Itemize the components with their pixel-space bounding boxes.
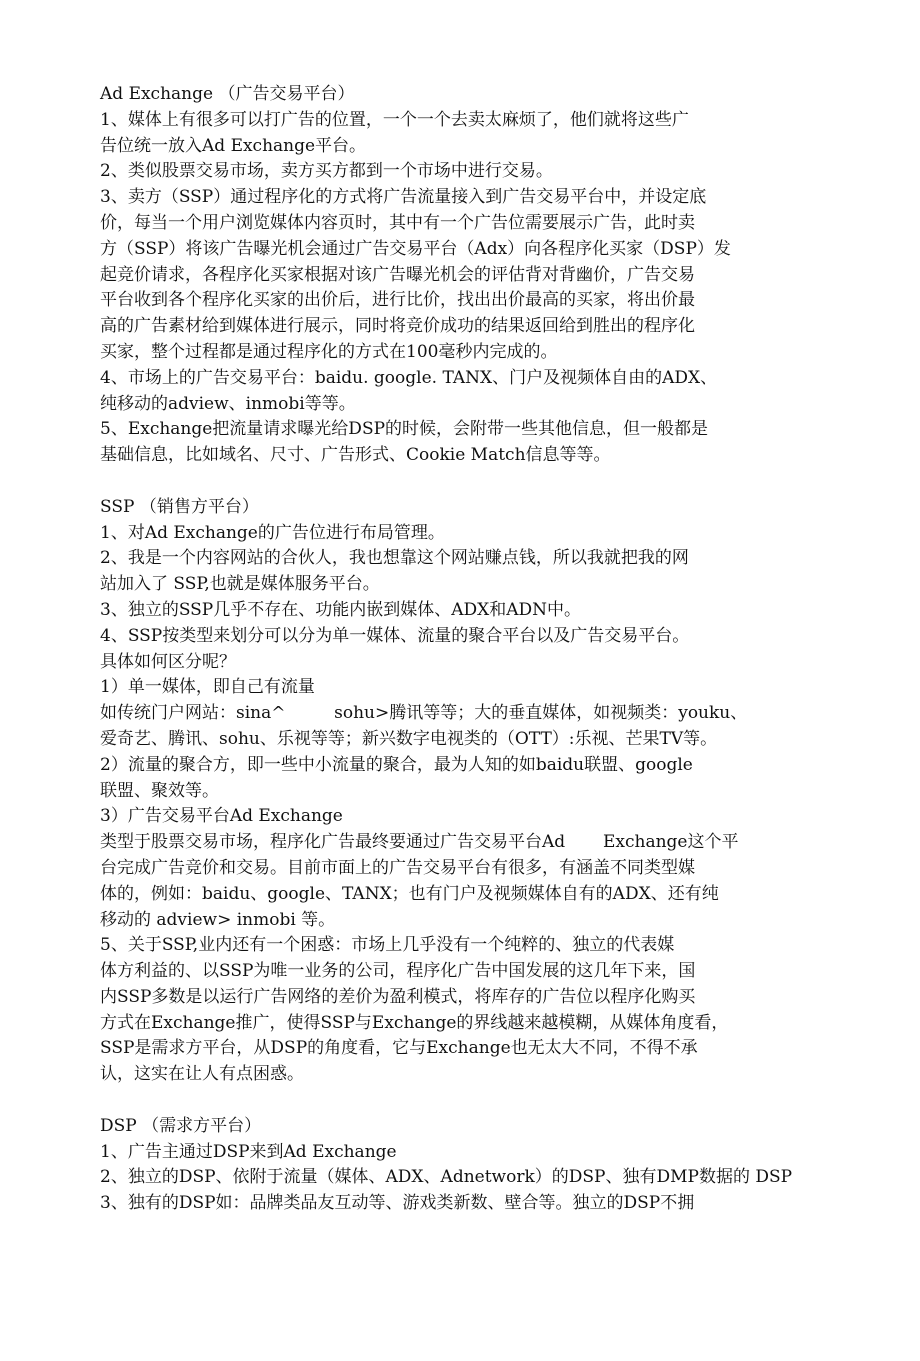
text-line: 2）流量的聚合方，即一些中小流量的聚合，最为人知的如baidu联盟、google	[100, 754, 693, 775]
text-line: 纯移动的adview、inmobi等等。	[100, 393, 356, 414]
text-line: 平台收到各个程序化买家的出价后，进行比价，找出出价最高的买家，将出价最	[100, 290, 695, 311]
section-heading: Ad Exchange （广告交易平台）	[100, 84, 355, 104]
text-line: 3、卖方（SSP）通过程序化的方式将广告流量接入到广告交易平台中，并设定底	[100, 187, 707, 208]
section-gap	[100, 469, 820, 495]
text-line: 4、SSP按类型来划分可以分为单一媒体、流量的聚合平台以及广告交易平台。	[100, 625, 690, 646]
text-line: 1、对Ad Exchange的广告位进行布局管理。	[100, 522, 445, 543]
text-line: 1）单一媒体，即自己有流量	[100, 677, 315, 698]
section-gap	[100, 1088, 820, 1114]
text-line: 2、类似股票交易市场，卖方买方都到一个市场中进行交易。	[100, 161, 553, 182]
text-line: 站加入了 SSP,也就是媒体服务平台。	[100, 574, 380, 595]
text-line: 3、独立的SSP几乎不存在、功能内嵌到媒体、ADX和ADN中。	[100, 599, 582, 620]
text-line: 2、我是一个内容网站的合伙人，我也想靠这个网站赚点钱，所以我就把我的网	[100, 548, 689, 569]
document-body	[100, 82, 820, 1217]
text-line: 如传统门户网站：sina^ sohu>腾讯等等；大的垂直媒体，如视频类：youku、	[100, 703, 748, 724]
text-line: 具体如何区分呢？	[100, 651, 236, 672]
text-line: 5、关于SSP,业内还有一个困惑：市场上几乎没有一个纯粹的、独立的代表媒	[100, 935, 675, 956]
text-line: 台完成广告竞价和交易。目前市面上的广告交易平台有很多，有涵盖不同类型媒	[100, 857, 695, 878]
text-line: SSP是需求方平台，从DSP的角度看，它与Exchange也无太大不同，不得不承	[100, 1038, 698, 1059]
text-line: 起竞价请求，各程序化买家根据对该广告曝光机会的评估背对背幽价，广告交易	[100, 264, 695, 285]
text-line: 爱奇艺、腾讯、sohu、乐视等等；新兴数字电视类的（OTT）:乐视、芒果TV等。	[100, 728, 718, 749]
text-line: 体方利益的、以SSP为唯一业务的公司，程序化广告中国发展的这几年下来，国	[100, 961, 696, 982]
section-heading: DSP （需求方平台）	[100, 1115, 262, 1136]
text-line: 买家，整个过程都是通过程序化的方式在100毫秒内完成的。	[100, 341, 558, 362]
text-line: 5、Exchange把流量请求曝光给DSP的时候，会附带一些其他信息，但一般都是	[100, 419, 709, 440]
text-line: 2、独立的DSP、依附于流量（媒体、ADX、Adnetwork）的DSP、独有DMP数据的 DSP	[100, 1167, 793, 1188]
dsp-section	[100, 1114, 820, 1217]
text-line: 1、广告主通过DSP来到Ad Exchange	[100, 1141, 397, 1162]
ad-exchange-section	[100, 82, 820, 469]
text-line: 方式在Exchange推广，使得SSP与Exchange的界线越来越模糊，从媒体角度看，	[100, 1012, 729, 1033]
ssp-section	[100, 495, 820, 1088]
text-line: 1、媒体上有很多可以打广告的位置，一个一个去卖太麻烦了，他们就将这些广	[100, 109, 689, 130]
text-line: 体的，例如：baidu、google、TANX；也有门户及视频媒体自有的ADX、还有纯	[100, 883, 719, 904]
text-line: 3、独有的DSP如：品牌类品友互动等、游戏类新数、壁合等。独立的DSP不拥	[100, 1193, 695, 1214]
text-line: 告位统一放入Ad Exchange平台。	[100, 135, 367, 156]
text-line: 联盟、聚效等。	[100, 780, 219, 801]
text-line: 认，这实在让人有点困惑。	[100, 1064, 304, 1085]
text-line: 价，每当一个用户浏览媒体内容页时，其中有一个广告位需要展示广告，此时卖	[100, 212, 695, 233]
text-line: 高的广告素材给到媒体进行展示，同时将竞价成功的结果返回给到胜出的程序化	[100, 316, 695, 337]
text-line: 内SSP多数是以运行广告网络的差价为盈利模式，将库存的广告位以程序化购买	[100, 986, 696, 1007]
text-line: 3）广告交易平台Ad Exchange	[100, 806, 343, 827]
text-line: 移动的 adview> inmobi 等。	[100, 909, 336, 930]
text-line: 方（SSP）将该广告曝光机会通过广告交易平台（Adx）向各程序化买家（DSP）发	[100, 238, 731, 259]
section-heading: SSP （销售方平台）	[100, 496, 259, 517]
text-line: 类型于股票交易市场，程序化广告最终要通过广告交易平台Ad Exchange这个平	[100, 832, 739, 853]
text-line: 4、市场上的广告交易平台：baidu. google. TANX、门户及视频体自由的ADX、	[100, 367, 718, 388]
text-line: 基础信息，比如域名、尺寸、广告形式、Cookie Match信息等等。	[100, 445, 611, 466]
